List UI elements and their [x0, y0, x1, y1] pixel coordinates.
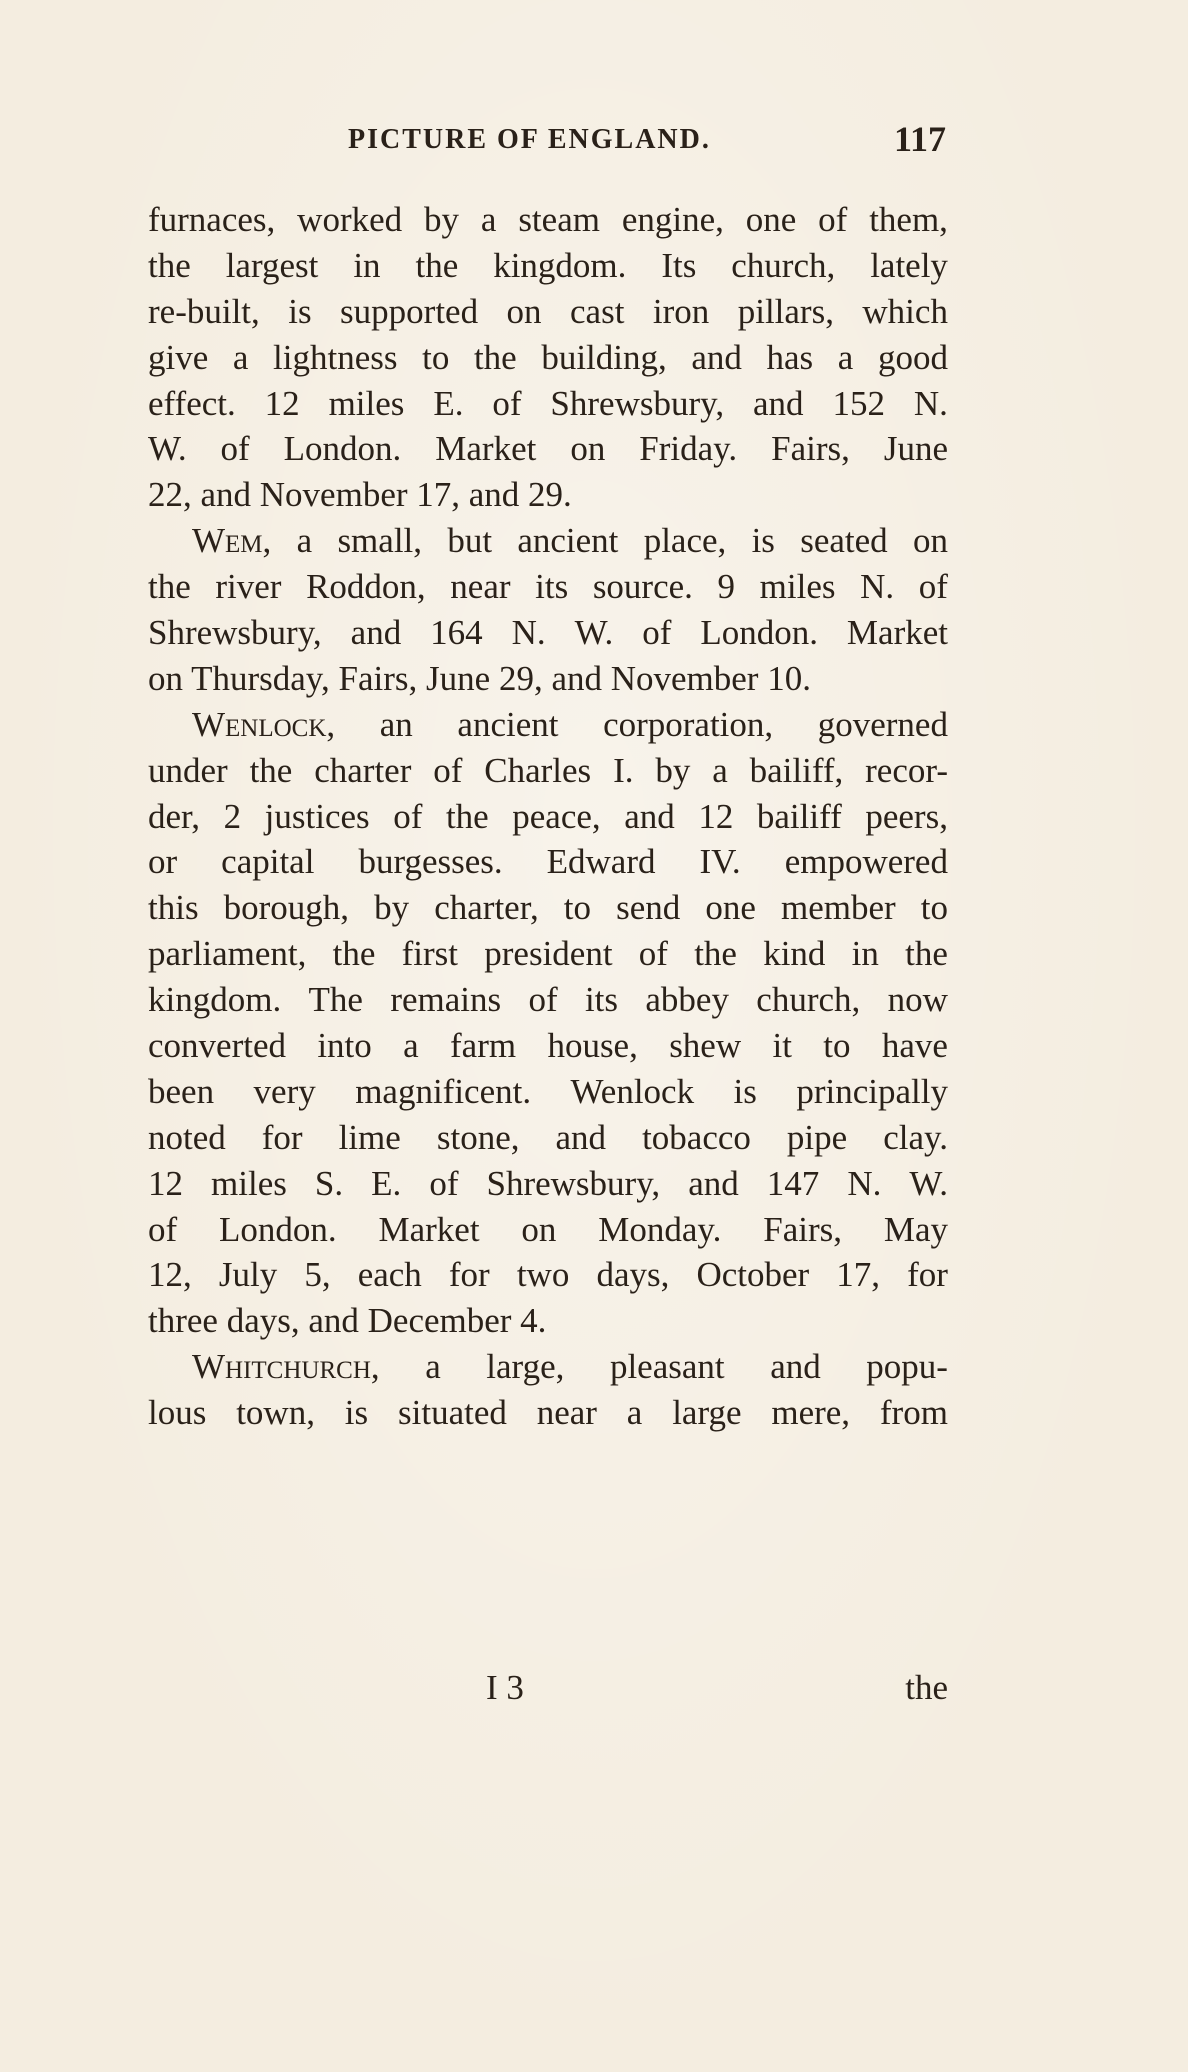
catchword: the — [905, 1668, 948, 1707]
word: miles — [759, 567, 836, 607]
word: lately — [870, 245, 948, 285]
word: large — [672, 1393, 742, 1433]
word: and — [753, 383, 804, 423]
text-line — [148, 564, 948, 610]
text-line — [148, 977, 948, 1023]
word: 17, — [836, 1255, 881, 1295]
word: to — [920, 888, 948, 928]
word: peers, — [865, 796, 948, 836]
word: or — [148, 842, 178, 882]
word: N. — [847, 1163, 882, 1203]
word: lightness — [273, 337, 398, 377]
page-number: 117 — [893, 119, 946, 159]
word: iron — [652, 291, 710, 331]
word: 152 — [832, 383, 885, 423]
word: Wenlock — [570, 1071, 695, 1111]
word: Fairs, — [763, 1209, 842, 1249]
word: stone, — [436, 1117, 520, 1157]
text-line — [148, 1390, 948, 1436]
word: N. — [511, 613, 546, 653]
word: of — [918, 567, 948, 607]
word: has — [766, 337, 814, 377]
word: charter — [314, 750, 412, 790]
word: and — [688, 1163, 739, 1203]
word: shew — [669, 1026, 742, 1066]
paragraph-first-line — [148, 518, 948, 564]
word: Market — [435, 429, 537, 469]
page-header — [348, 119, 946, 168]
entry-heading: Wenlock — [192, 704, 327, 744]
word: the — [905, 934, 948, 974]
word: a — [626, 1393, 643, 1433]
text-line — [148, 885, 948, 931]
word: Shrewsbury, — [148, 613, 322, 653]
text-line — [148, 794, 948, 840]
word: the — [148, 567, 191, 607]
text-line — [148, 610, 948, 656]
word: kind — [763, 934, 826, 974]
word: of — [429, 1163, 459, 1203]
word: Wem, — [192, 521, 272, 561]
word: a — [296, 521, 313, 561]
text-line — [148, 1207, 948, 1253]
word: each — [357, 1255, 422, 1295]
text-line — [148, 335, 948, 381]
word: E. — [433, 383, 464, 423]
text-line: 22, and November 17, and 29. — [148, 475, 572, 515]
word: into — [317, 1026, 372, 1066]
word: Friday. — [639, 429, 738, 469]
word: for — [448, 1255, 490, 1295]
word: from — [879, 1393, 948, 1433]
word: seated — [800, 521, 888, 561]
word: Edward — [546, 842, 656, 882]
word: on — [570, 429, 606, 469]
word: pillars, — [737, 291, 834, 331]
word: capital — [221, 842, 315, 882]
word: miles — [328, 383, 405, 423]
word: 12 — [264, 383, 300, 423]
word: days, — [596, 1255, 670, 1295]
word: charter, — [434, 888, 539, 928]
word: bailiff — [756, 796, 842, 836]
word: by — [424, 200, 460, 239]
word: its — [535, 567, 569, 607]
word: the — [473, 337, 517, 377]
word: to — [563, 888, 592, 928]
word: small, — [337, 521, 423, 561]
word: situated — [398, 1393, 507, 1433]
word: a — [232, 337, 249, 377]
text-line — [148, 426, 948, 472]
text-line — [148, 289, 948, 335]
word: peace, — [512, 796, 601, 836]
word: Roddon, — [306, 567, 426, 607]
paragraph-first-line — [148, 1344, 948, 1390]
word: place, — [643, 521, 727, 561]
word: clay. — [883, 1117, 948, 1157]
word: a — [403, 1026, 419, 1066]
word: building, — [541, 337, 667, 377]
word: miles — [211, 1163, 287, 1203]
word: cast — [570, 291, 625, 331]
word: supported — [340, 291, 479, 331]
word: June — [883, 429, 948, 469]
word: magnificent. — [355, 1071, 532, 1111]
word: to — [823, 1026, 851, 1066]
word: have — [881, 1026, 948, 1066]
word: 147 — [766, 1163, 820, 1203]
word: E. — [371, 1163, 402, 1203]
word: on — [912, 521, 948, 561]
word: N. — [860, 567, 895, 607]
text-line — [148, 1161, 948, 1207]
word: effect. — [148, 383, 236, 423]
word: near — [536, 1393, 597, 1433]
text-line — [148, 1069, 948, 1115]
word: recor- — [865, 750, 948, 790]
word: large, — [486, 1347, 565, 1387]
word: farm — [450, 1026, 517, 1066]
word: church, — [731, 245, 836, 285]
word: Whitchurch, — [192, 1347, 380, 1387]
word: corporation, — [603, 704, 774, 744]
word: is — [733, 1071, 757, 1111]
word: good — [877, 337, 948, 377]
word: N. — [913, 383, 948, 423]
word: worked — [297, 200, 403, 239]
word: church, — [756, 980, 861, 1020]
word: an — [379, 704, 413, 744]
word: May — [883, 1209, 948, 1249]
word: 12 — [698, 796, 734, 836]
word: near — [450, 567, 511, 607]
word: now — [887, 980, 948, 1020]
word: which — [862, 291, 948, 331]
word: 164 — [430, 613, 483, 653]
word: and — [691, 337, 742, 377]
word: steam — [518, 200, 600, 239]
word: of — [638, 934, 668, 974]
word: der, — [148, 796, 201, 836]
word: Market — [846, 613, 948, 653]
word: first — [401, 934, 459, 974]
text-line: three days, and December 4. — [148, 1301, 547, 1341]
word: lime — [338, 1117, 401, 1157]
text-line — [148, 1023, 948, 1069]
word: town, — [236, 1393, 315, 1433]
word: and — [555, 1117, 607, 1157]
word: governed — [817, 704, 948, 744]
word: remains — [390, 980, 502, 1020]
word: IV. — [699, 842, 741, 882]
word: The — [308, 980, 363, 1020]
entry-heading: Wem — [192, 521, 263, 561]
word: by — [374, 888, 410, 928]
word: pleasant — [609, 1347, 725, 1387]
text-line — [148, 381, 948, 427]
word: 5, — [304, 1255, 331, 1295]
word: re-built, — [148, 291, 260, 331]
word: London. — [283, 429, 402, 469]
word: Charles — [484, 750, 592, 790]
word: noted — [148, 1117, 226, 1157]
word: and — [770, 1347, 821, 1387]
word: ancient — [457, 704, 559, 744]
text-line — [148, 839, 948, 885]
word: Shrewsbury, — [486, 1163, 661, 1203]
word: Shrewsbury, — [550, 383, 725, 423]
word: parliament, — [148, 934, 307, 974]
text-line — [148, 197, 948, 243]
word: tobacco — [642, 1117, 751, 1157]
word: it — [772, 1026, 792, 1066]
word: its — [584, 980, 619, 1020]
word: I. — [613, 750, 634, 790]
word: source. — [592, 567, 693, 607]
word: them, — [869, 200, 948, 239]
word: a — [480, 200, 497, 239]
word: W. — [574, 613, 614, 653]
word: 2 — [223, 796, 242, 836]
text-line — [148, 931, 948, 977]
word: the — [415, 245, 459, 285]
word: on — [506, 291, 542, 331]
word: of — [148, 1209, 178, 1249]
word: a — [425, 1347, 441, 1387]
word: W. — [148, 429, 187, 469]
word: Wenlock, — [192, 704, 336, 744]
entry-heading: Whitchurch — [192, 1347, 371, 1387]
word: one — [745, 200, 797, 239]
word: under — [148, 750, 228, 790]
word: give — [148, 337, 209, 377]
word: abbey — [645, 980, 729, 1020]
word: very — [253, 1071, 316, 1111]
word: the — [249, 750, 293, 790]
word: the — [694, 934, 737, 974]
word: in — [353, 245, 381, 285]
word: of — [528, 980, 558, 1020]
word: been — [148, 1071, 215, 1111]
word: borough, — [223, 888, 350, 928]
word: is — [344, 1393, 369, 1433]
word: kingdom. — [148, 980, 282, 1020]
word: for — [261, 1117, 303, 1157]
word: of — [393, 796, 423, 836]
word: of — [220, 429, 250, 469]
word: 12, — [148, 1255, 192, 1295]
word: house, — [547, 1026, 638, 1066]
paragraph-first-line — [148, 702, 948, 748]
word: S. — [314, 1163, 344, 1203]
word: member — [780, 888, 896, 928]
word: Market — [378, 1209, 480, 1249]
word: kingdom. — [493, 245, 627, 285]
word: engine, — [621, 200, 724, 239]
running-title: PICTURE OF ENGLAND. — [348, 124, 711, 155]
word: a — [712, 750, 728, 790]
word: of — [642, 613, 672, 653]
word: in — [851, 934, 879, 974]
word: converted — [148, 1026, 286, 1066]
word: to — [422, 337, 450, 377]
word: empowered — [784, 842, 948, 882]
word: for — [907, 1255, 948, 1295]
word: justices — [264, 796, 370, 836]
signature-mark: I 3 — [486, 1668, 524, 1707]
word: on — [521, 1209, 557, 1249]
word: bailiff, — [749, 750, 844, 790]
word: mere, — [771, 1393, 851, 1433]
word: largest — [225, 245, 319, 285]
word: by — [655, 750, 691, 790]
word: and — [624, 796, 675, 836]
word: July — [218, 1255, 278, 1295]
word: ancient — [517, 521, 619, 561]
word: 9 — [717, 567, 736, 607]
word: of — [818, 200, 848, 239]
word: is — [751, 521, 775, 561]
word: river — [215, 567, 282, 607]
word: burgesses. — [358, 842, 503, 882]
text-line: on Thursday, Fairs, June 29, and November 10. — [148, 658, 811, 698]
word: a — [837, 337, 854, 377]
word: Fairs, — [771, 429, 850, 469]
word: the — [148, 245, 191, 285]
text-line — [148, 1115, 948, 1161]
word: two — [516, 1255, 570, 1295]
text-line — [148, 1252, 948, 1298]
word: the — [332, 934, 376, 974]
word: of — [492, 383, 522, 423]
word: the — [445, 796, 489, 836]
word: W. — [909, 1163, 948, 1203]
word: is — [288, 291, 312, 331]
word: lous — [148, 1393, 207, 1433]
word: this — [148, 888, 199, 928]
word: 12 — [148, 1163, 183, 1203]
word: popu- — [866, 1347, 948, 1387]
word: and — [350, 613, 402, 653]
word: but — [447, 521, 493, 561]
word: London. — [700, 613, 818, 653]
word: London. — [219, 1209, 337, 1249]
page-footer — [148, 1668, 948, 1714]
word: send — [616, 888, 681, 928]
text-line — [148, 243, 948, 289]
word: furnaces, — [148, 200, 276, 239]
text-line — [148, 748, 948, 794]
word: principally — [796, 1071, 948, 1111]
word: October — [696, 1255, 810, 1295]
word: pipe — [786, 1117, 848, 1157]
word: Monday. — [598, 1209, 722, 1249]
word: president — [484, 934, 613, 974]
word: one — [705, 888, 756, 928]
body-text — [148, 197, 948, 1436]
word: of — [433, 750, 463, 790]
word: Its — [661, 245, 697, 285]
